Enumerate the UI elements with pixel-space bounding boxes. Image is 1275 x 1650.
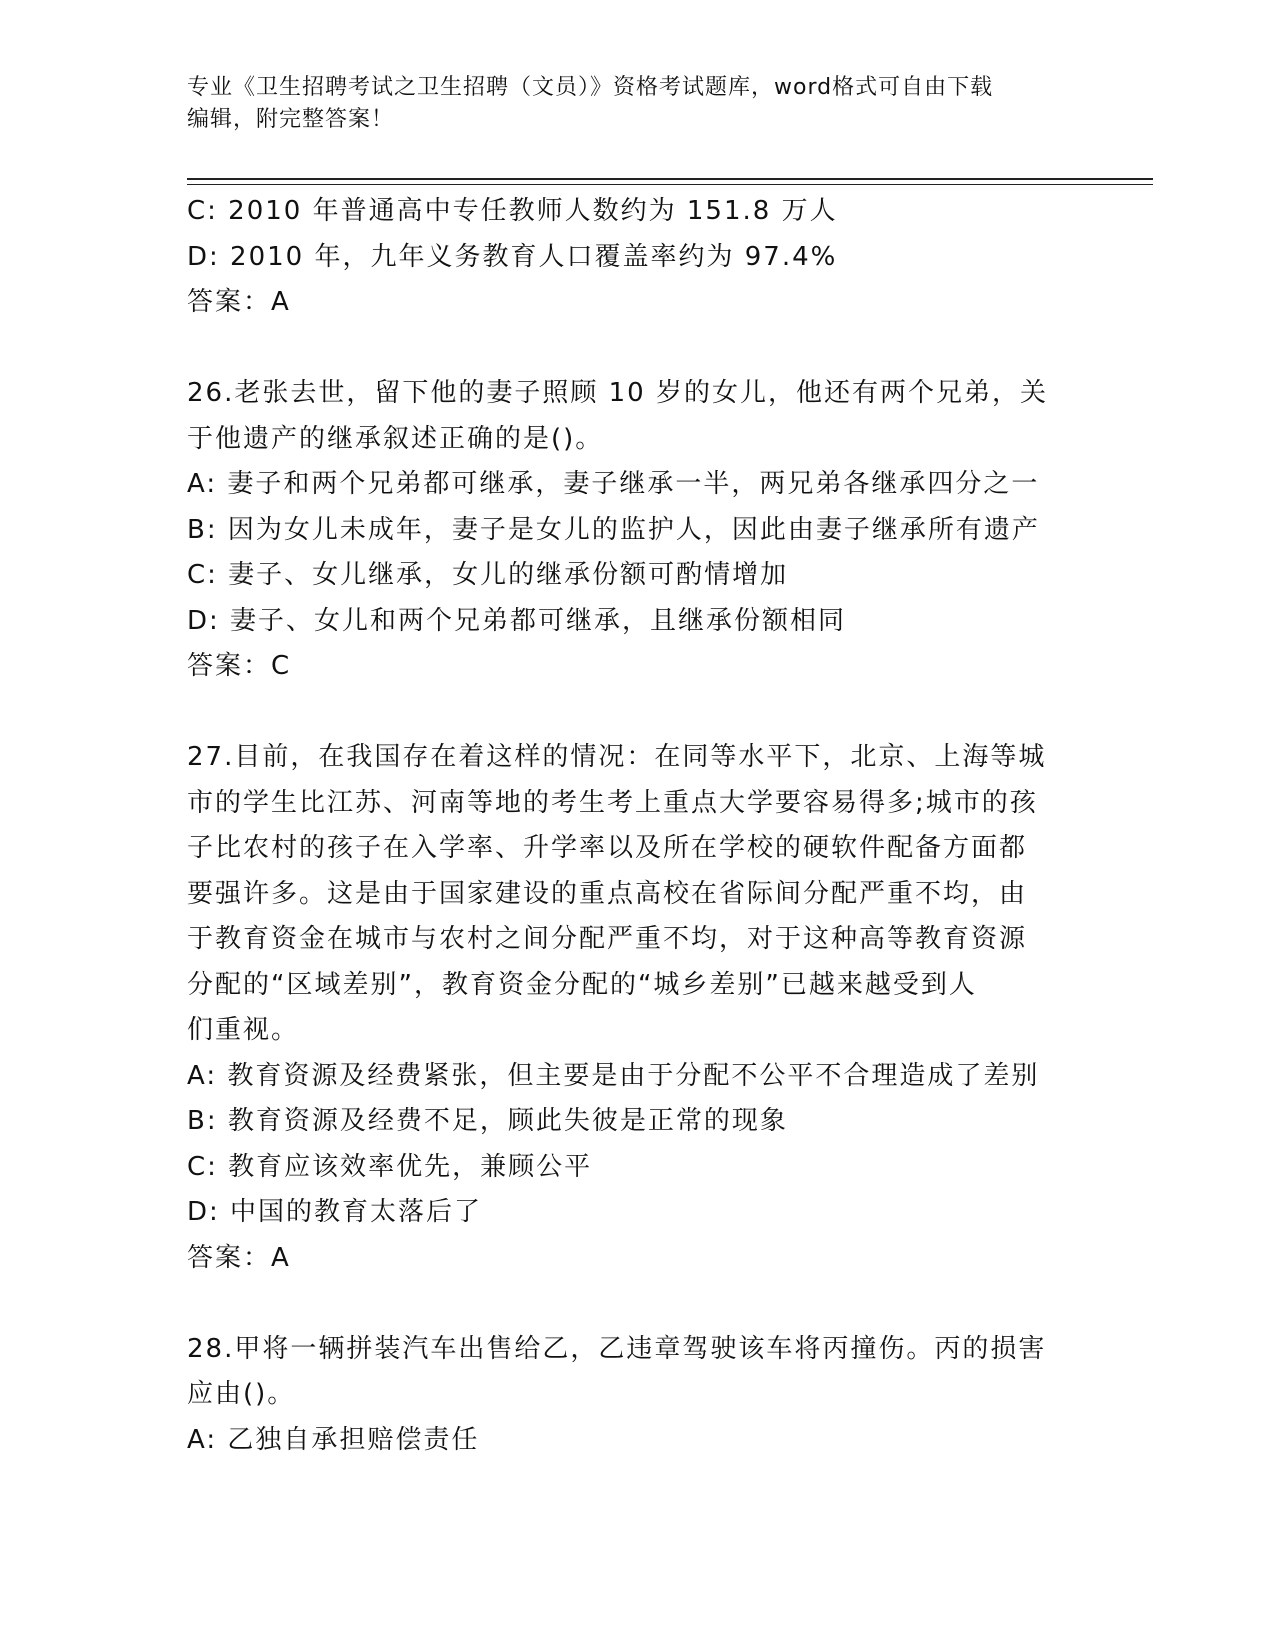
question-stem-line: 市的学生比江苏、河南等地的考生考上重点大学要容易得多;城市的孩	[187, 787, 1038, 818]
question-content	[187, 189, 1077, 1463]
option-c: C: 教育应该效率优先，兼顾公平	[187, 1151, 593, 1182]
header-rule-thin	[187, 184, 1153, 185]
option-b: B: 因为女儿未成年，妻子是女儿的监护人，因此由妻子继承所有遗产	[187, 514, 1040, 545]
question-28	[187, 1327, 1077, 1464]
document-header	[187, 72, 1067, 136]
header-line-1: 专业《卫生招聘考试之卫生招聘（文员）》资格考试题库，word格式可自由下载	[187, 75, 994, 100]
option-d: D: 2010 年，九年义务教育人口覆盖率约为 97.4%	[187, 241, 838, 272]
option-a: A: 教育资源及经费紧张，但主要是由于分配不公平不合理造成了差别	[187, 1060, 1040, 1091]
answer: 答案：A	[187, 287, 291, 317]
option-d: D: 妻子、女儿和两个兄弟都可继承，且继承份额相同	[187, 605, 847, 636]
header-rule-thick	[187, 178, 1153, 180]
question-stem-line: 分配的“区域差别”，教育资金分配的“城乡差别”已越来越受到人	[187, 969, 977, 1000]
option-b: B: 教育资源及经费不足，顾此失彼是正常的现象	[187, 1106, 788, 1136]
option-c: C: 2010 年普通高中专任教师人数约为 151.8 万人	[187, 196, 838, 226]
question-stem-line: 要强许多。这是由于国家建设的重点高校在省际间分配严重不均，由	[187, 878, 1028, 909]
answer: 答案：C	[187, 651, 292, 681]
option-a: A: 乙独自承担赔偿责任	[187, 1424, 480, 1455]
question-stem-line: 们重视。	[187, 1015, 300, 1045]
question-stem-line: 于教育资金在城市与农村之间分配严重不均，对于这种高等教育资源	[187, 924, 1028, 954]
answer: 答案：A	[187, 1242, 291, 1273]
question-stem-line: 子比农村的孩子在入学率、升学率以及所在学校的硬软件配备方面都	[187, 833, 1028, 863]
header-line-2: 编辑，附完整答案！	[187, 107, 395, 132]
question-stem-line: 26.老张去世，留下他的妻子照顾 10 岁的女儿，他还有两个兄弟，关	[187, 378, 1048, 408]
option-d: D: 中国的教育太落后了	[187, 1197, 483, 1227]
question-25	[187, 189, 1077, 326]
option-c: C: 妻子、女儿继承，女儿的继承份额可酌情增加	[187, 560, 789, 590]
question-stem-line: 应由()。	[187, 1379, 296, 1409]
question-stem-line: 28.甲将一辆拼装汽车出售给乙，乙违章驾驶该车将丙撞伤。丙的损害	[187, 1333, 1047, 1364]
question-gap	[187, 326, 1077, 372]
question-26	[187, 371, 1077, 690]
option-a: A: 妻子和两个兄弟都可继承，妻子继承一半，两兄弟各继承四分之一	[187, 469, 1040, 499]
question-gap	[187, 1281, 1077, 1327]
question-stem-line: 于他遗产的继承叙述正确的是()。	[187, 423, 604, 454]
question-stem-line: 27.目前，在我国存在着这样的情况：在同等水平下，北京、上海等城	[187, 742, 1047, 772]
question-gap	[187, 690, 1077, 736]
question-27	[187, 735, 1077, 1281]
